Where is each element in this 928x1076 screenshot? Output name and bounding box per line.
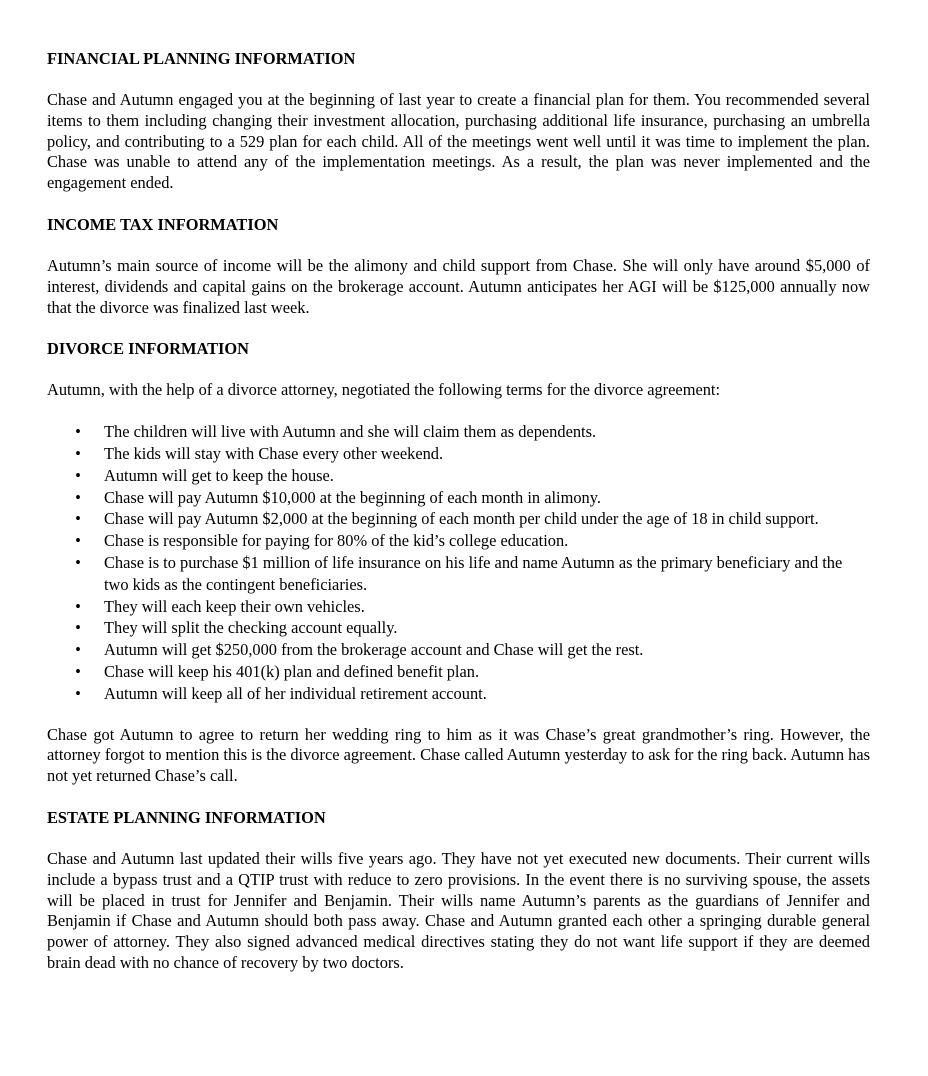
term-text: Chase will pay Autumn $10,000 at the beginning of each month in alimony. — [104, 487, 601, 507]
divorce-heading: DIVORCE INFORMATION — [47, 339, 249, 359]
list-item — [47, 487, 870, 509]
bullet-icon: • — [75, 509, 81, 529]
term-text: Autumn will get to keep the house. — [104, 465, 334, 485]
financial-planning-paragraph: Chase and Autumn engaged you at the beginning of last year to create a financial plan for them. You recommended several items to them including changing their investment allocation, purchasing additional life insurance, purchasing an umbrella policy, and contributing to a 529 plan for each child. All of the meetings went well until it was time to implement the plan. Chase was unable to attend any of the implementation meetings. As a result, the plan was never implemented and the engagement ended. — [47, 90, 870, 193]
term-text: Chase is to purchase $1 million of life insurance on his life and name Autumn as the primary beneficiary and the two kids as the contingent beneficiaries. — [104, 552, 843, 594]
list-item — [47, 443, 870, 465]
divorce-intro: Autumn, with the help of a divorce attorney, negotiated the following terms for the divorce agreement: — [47, 380, 721, 400]
list-item — [47, 421, 870, 443]
term-text: The children will live with Autumn and she will claim them as dependents. — [104, 422, 597, 442]
estate-planning-heading: ESTATE PLANNING INFORMATION — [47, 807, 326, 827]
term-text: Autumn will get $250,000 from the brokerage account and Chase will get the rest. — [104, 640, 644, 660]
list-item — [47, 683, 870, 705]
term-text: They will each keep their own vehicles. — [104, 596, 365, 616]
list-item — [47, 596, 870, 618]
bullet-icon: • — [75, 552, 81, 572]
divorce-closing-paragraph: Chase got Autumn to agree to return her wedding ring to him as it was Chase’s great grandmother’s ring. However, the attorney forgot to mention this is the divorce agreement. Chase called Autumn yesterday to ask for the ring back. Autumn has not yet returned Chase’s call. — [47, 724, 870, 786]
estate-planning-paragraph: Chase and Autumn last updated their wills five years ago. They have not yet executed new documents. Their current wills include a bypass trust and a QTIP trust with reduce to zero provisions. In the event there is no surviving spouse, the assets will be placed in trust for Jennifer and Benjamin. Their wills name Autumn’s parents as the guardians of Jennifer and Benjamin if Chase and Autumn should both pass away. Chase and Autumn granted each other a springing durable general power of attorney. They also signed advanced medical directives stating they do not want life support if they are deemed brain dead with no chance of recovery by two doctors. — [47, 848, 870, 972]
list-item — [47, 639, 870, 661]
income-tax-heading: INCOME TAX INFORMATION — [47, 214, 279, 234]
list-item — [47, 465, 870, 487]
financial-planning-heading: FINANCIAL PLANNING INFORMATION — [47, 49, 356, 68]
list-item — [47, 530, 870, 552]
bullet-icon: • — [75, 422, 81, 442]
term-text: Chase will pay Autumn $2,000 at the beginning of each month per child under the age of 18 in child support. — [104, 509, 819, 529]
term-text: The kids will stay with Chase every other weekend. — [104, 443, 444, 463]
list-item — [47, 661, 870, 683]
bullet-icon: • — [75, 640, 81, 660]
bullet-icon: • — [75, 531, 81, 551]
bullet-icon: • — [75, 618, 81, 638]
document-page — [47, 48, 870, 974]
income-tax-paragraph: Autumn’s main source of income will be the alimony and child support from Chase. She will only have around $5,000 of interest, dividends and capital gains on the brokerage account. Autumn anticipates her AGI will be $125,000 annually now that the divorce was finalized last week. — [47, 255, 870, 317]
term-text: Autumn will keep all of her individual retirement account. — [104, 683, 487, 703]
list-item — [47, 508, 870, 530]
list-item — [47, 617, 870, 639]
list-item — [47, 552, 870, 596]
bullet-icon: • — [75, 661, 81, 681]
bullet-icon: • — [75, 465, 81, 485]
bullet-icon: • — [75, 596, 81, 616]
bullet-icon: • — [75, 443, 81, 463]
bullet-icon: • — [75, 683, 81, 703]
term-text: Chase will keep his 401(k) plan and defined benefit plan. — [104, 661, 480, 681]
term-text: They will split the checking account equally. — [104, 618, 398, 638]
term-text: Chase is responsible for paying for 80% of the kid’s college education. — [104, 531, 569, 551]
bullet-icon: • — [75, 487, 81, 507]
divorce-terms-list — [47, 421, 870, 704]
